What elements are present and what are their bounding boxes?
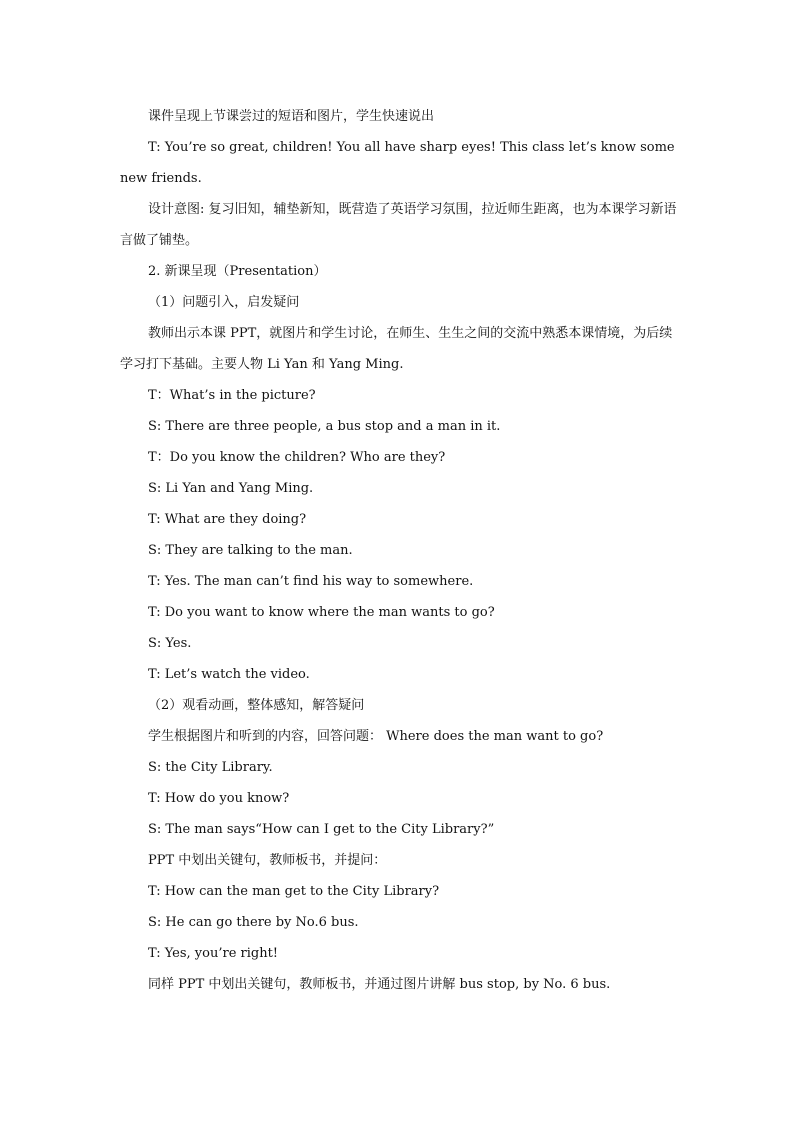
dialogue-line: T: Do you want to know where the man wants to go? [148, 605, 495, 620]
paragraph-answer-question: 学生根据图片和听到的内容，回答问题： Where does the man want to go? [148, 729, 604, 744]
dialogue-line: T: Yes, you’re right! [148, 946, 279, 961]
dialogue-line: T: Let’s watch the video. [148, 667, 310, 682]
dialogue-line: S: They are talking to the man. [148, 543, 353, 558]
dialogue-line: T：What’s in the picture? [148, 388, 316, 403]
paragraph-key-sentence: PPT 中划出关键句，教师板书，并提问： [148, 853, 387, 868]
dialogue-line: T: What are they doing? [148, 512, 307, 527]
dialogue-line: T: How can the man get to the City Library? [148, 884, 440, 899]
document-body [120, 101, 680, 1000]
subheading-question-intro: （1）问题引入，启发疑问 [148, 295, 300, 310]
dialogue-line: T：Do you know the children? Who are they? [148, 450, 446, 465]
paragraph-bus-stop-explanation: 同样 PPT 中划出关键句，教师板书，并通过图片讲解 bus stop, by No. 6 bus. [148, 977, 611, 992]
dialogue-line: S: Yes. [148, 636, 192, 651]
dialogue-line: S: He can go there by No.6 bus. [148, 915, 359, 930]
paragraph-design-intent: 设计意图: 复习旧知，辅垫新知，既营造了英语学习氛围，拉近师生距离，也为本课学习新语言做了铺垫。 [120, 202, 677, 248]
paragraph-teacher-praise: T: You’re so great, children! You all have sharp eyes! This class let’s know some new friends. [120, 140, 675, 186]
dialogue-line: T: How do you know? [148, 791, 290, 806]
dialogue-line: T: Yes. The man can’t find his way to somewhere. [148, 574, 474, 589]
paragraph-ppt-discussion: 教师出示本课 PPT，就图片和学生讨论，在师生、生生之间的交流中熟悉本课情境，为后续学习打下基础。主要人物 Li Yan 和 Yang Ming. [120, 326, 673, 372]
dialogue-line: S: There are three people, a bus stop and a man in it. [148, 419, 501, 434]
dialogue-line: S: the City Library. [148, 760, 273, 775]
subheading-watch-animation: （2）观看动画，整体感知，解答疑问 [148, 698, 365, 713]
section-heading-presentation: 2. 新课呈现（Presentation） [148, 264, 327, 279]
dialogue-line: S: Li Yan and Yang Ming. [148, 481, 314, 496]
paragraph-review-prompt: 课件呈现上节课尝过的短语和图片，学生快速说出 [148, 109, 435, 124]
dialogue-line: S: The man says“How can I get to the City Library?” [148, 822, 495, 837]
